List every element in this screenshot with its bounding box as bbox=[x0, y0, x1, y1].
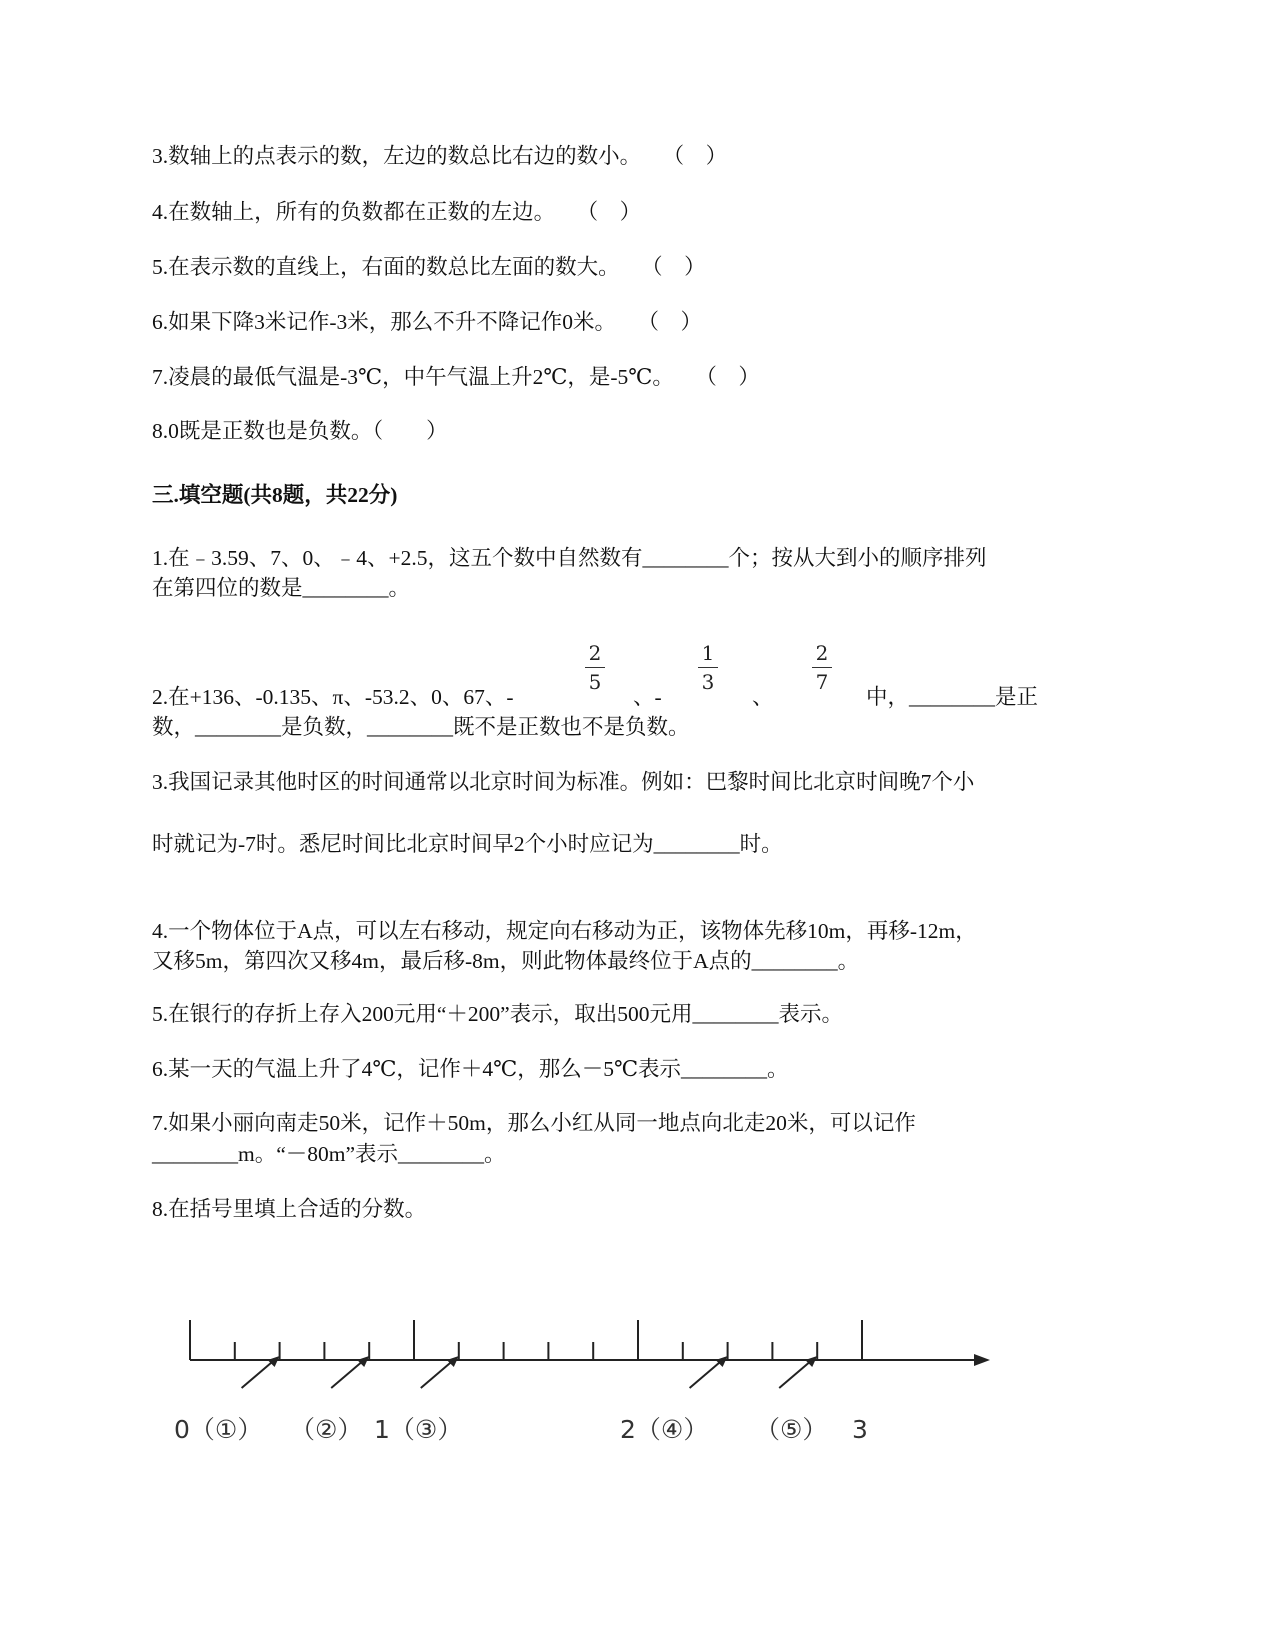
fill-item-3-line1: 3.我国记录其他时区的时间通常以北京时间为标准。例如：巴黎时间比北京时间晚7个小 bbox=[152, 770, 975, 794]
fraction-2-7 bbox=[810, 642, 834, 693]
fill-item-1-line1: 1.在﹣3.59、7、0、﹣4、+2.5，这五个数中自然数有________个；按从大到小的顺序排列 bbox=[152, 546, 987, 570]
fraction-denominator: 7 bbox=[815, 670, 829, 694]
fill-item-1-line2: 在第四位的数是________。 bbox=[152, 576, 411, 600]
fraction-denominator: 3 bbox=[701, 670, 715, 694]
fraction-denominator: 5 bbox=[588, 670, 602, 694]
number-line-arrowhead bbox=[974, 1354, 990, 1366]
fill-item-8: 8.在括号里填上合适的分数。 bbox=[152, 1197, 427, 1221]
label-0-blank-1: 0（①） bbox=[174, 1415, 263, 1444]
fill-item-3-line2: 时就记为-7时。悉尼时间比北京时间早2个小时应记为________时。 bbox=[152, 832, 783, 856]
judge-item-3: 3.数轴上的点表示的数，左边的数总比右边的数小。 （ ） bbox=[152, 144, 728, 168]
label-blank-5: （⑤） bbox=[755, 1415, 828, 1444]
judge-item-8: 8.0既是正数也是负数。（ ） bbox=[152, 419, 448, 443]
number-line-figure bbox=[160, 1320, 1040, 1450]
fraction-2-5 bbox=[583, 642, 607, 693]
section-heading: 三.填空题(共8题，共22分) bbox=[152, 483, 398, 507]
fill-item-2-part-a: 2.在+136、-0.135、π、-53.2、0、67、- bbox=[152, 685, 514, 709]
judge-item-7: 7.凌晨的最低气温是-3℃，中午气温上升2℃，是-5℃。 （ ） bbox=[152, 365, 760, 389]
fraction-numerator: 1 bbox=[701, 641, 715, 665]
label-1-blank-3: 1（③） bbox=[374, 1415, 463, 1444]
fraction-numerator: 2 bbox=[588, 641, 602, 665]
fill-item-4-line1: 4.一个物体位于A点，可以左右移动，规定向右移动为正，该物体先移10m，再移-12m， bbox=[152, 919, 977, 943]
fill-item-5: 5.在银行的存折上存入200元用“＋200”表示，取出500元用________表示。 bbox=[152, 1002, 843, 1026]
judge-item-5: 5.在表示数的直线上，右面的数总比左面的数大。 （ ） bbox=[152, 255, 706, 279]
fill-item-2-part-d: 中，________是正 bbox=[866, 685, 1039, 709]
fill-item-4-line2: 又移5m，第四次又移4m，最后移-8m，则此物体最终位于A点的________。 bbox=[152, 949, 860, 973]
label-2-blank-4: 2（④） bbox=[620, 1415, 709, 1444]
fraction-1-3 bbox=[696, 642, 720, 693]
fill-item-6: 6.某一天的气温上升了4℃，记作＋4℃，那么－5℃表示________。 bbox=[152, 1057, 789, 1081]
label-3: 3 bbox=[852, 1415, 868, 1444]
judge-item-6: 6.如果下降3米记作-3米，那么不升不降记作0米。 （ ） bbox=[152, 310, 703, 334]
fill-item-7-line1: 7.如果小丽向南走50米，记作＋50m，那么小红从同一地点向北走20米，可以记作 bbox=[152, 1111, 916, 1135]
label-blank-2: （②） bbox=[290, 1415, 363, 1444]
number-line-ticks bbox=[235, 1320, 862, 1360]
fill-item-2-part-b: 、- bbox=[633, 685, 662, 709]
fill-item-7-line2: ________m。“－80m”表示________。 bbox=[152, 1142, 506, 1166]
judge-item-4: 4.在数轴上，所有的负数都在正数的左边。 （ ） bbox=[152, 200, 642, 224]
fraction-numerator: 2 bbox=[815, 641, 829, 665]
fill-item-2-part-c: 、 bbox=[752, 685, 774, 709]
fill-item-2-line2: 数，________是负数，________既不是正数也不是负数。 bbox=[152, 715, 690, 739]
